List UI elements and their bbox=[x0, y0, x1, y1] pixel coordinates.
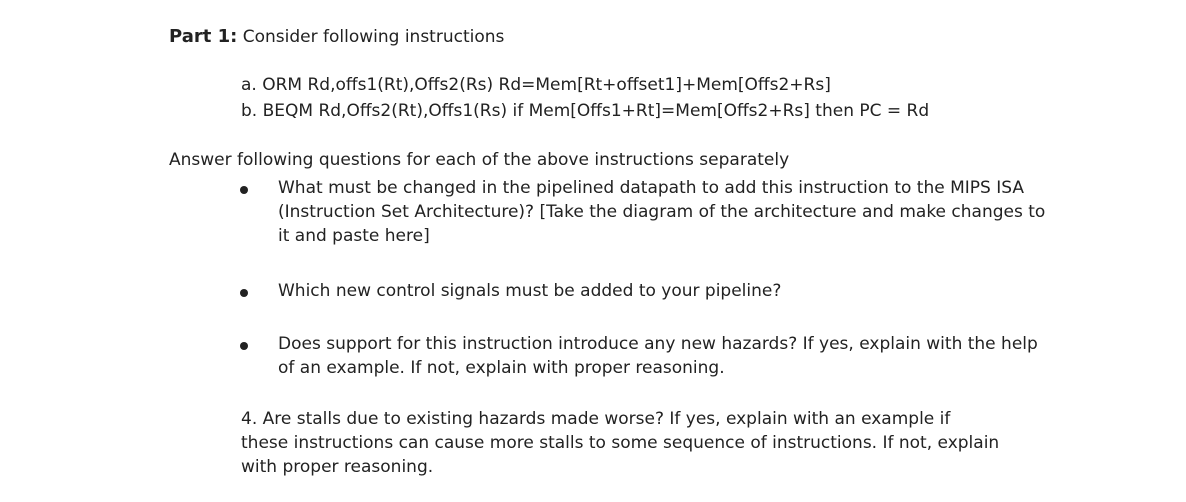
bullet-icon bbox=[240, 186, 248, 194]
instruction-a: a. ORM Rd,offs1(Rt),Offs2(Rs) Rd=Mem[Rt+offset1]+Mem[Offs2+Rs] bbox=[241, 75, 831, 95]
bullet-icon bbox=[240, 342, 248, 350]
part-label: Part 1: bbox=[169, 26, 238, 47]
part-heading bbox=[169, 25, 504, 49]
question-4-stalls: 4. Are stalls due to existing hazards made worse? If yes, explain with an example if these instructions can cause more stalls to some sequence of instructions. If not, explain with proper reasoning. bbox=[241, 409, 1000, 477]
bullet-icon bbox=[240, 289, 248, 297]
part-intro: Consider following instructions bbox=[242, 27, 505, 47]
question-new-hazards: Does support for this instruction introduce any new hazards? If yes, explain with the help of an example. If not, explain with proper reasoning. bbox=[278, 334, 1038, 378]
instruction-b: b. BEQM Rd,Offs2(Rt),Offs1(Rs) if Mem[Offs1+Rt]=Mem[Offs2+Rs] then PC = Rd bbox=[241, 101, 930, 121]
question-datapath-changes: What must be changed in the pipelined datapath to add this instruction to the MIPS ISA (Instruction Set Architecture)? [Take the diagram of the architecture and make changes to it and paste here] bbox=[278, 178, 1046, 246]
answer-prompt: Answer following questions for each of the above instructions separately bbox=[169, 150, 790, 170]
question-control-signals: Which new control signals must be added to your pipeline? bbox=[278, 281, 782, 301]
